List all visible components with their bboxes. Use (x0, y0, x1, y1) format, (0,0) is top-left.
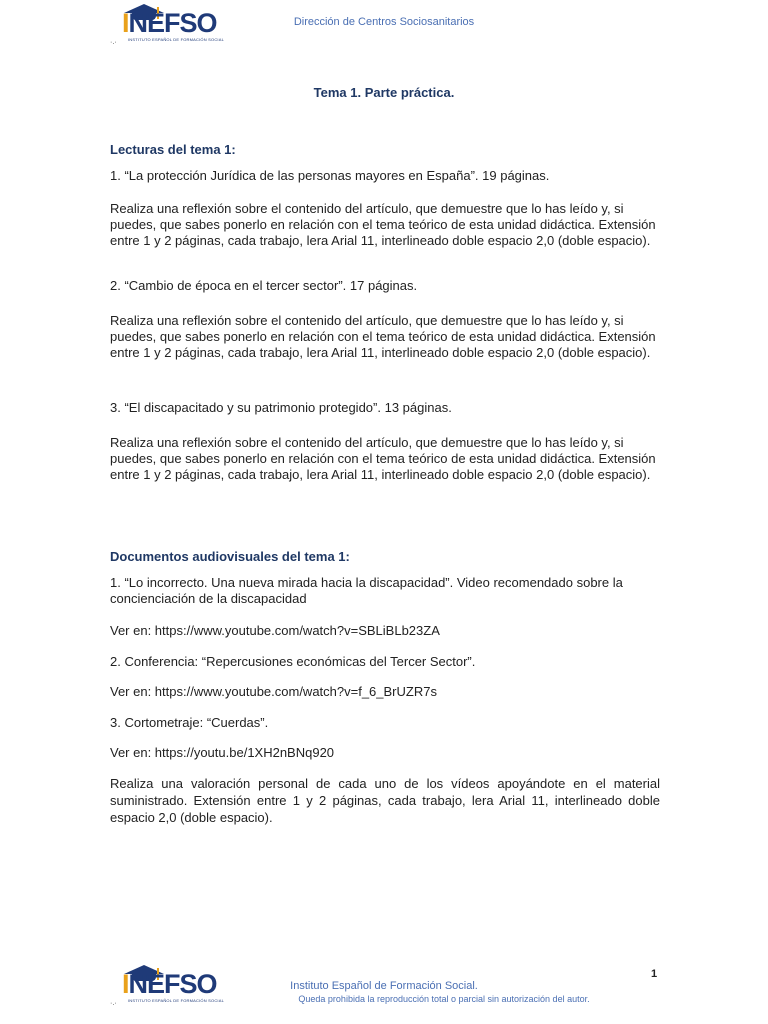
av-3-link: Ver en: https://youtu.be/1XH2nBNq920 (110, 745, 335, 760)
av-1-title: 1. “Lo incorrecto. Una nueva mirada hacia la discapacidad”. Video recomendado sobre la concienciación de la discapacidad (110, 575, 623, 606)
page-number: 1 (651, 968, 658, 980)
reading-1-text: Realiza una reflexión sobre el contenido del artículo, que demuestre que lo has leído y, si puedes, que sabes ponerlo en relación con el tema teórico de esta unidad didáctica. Extensión entre 1 y 2 páginas, cada trabajo, lera Arial 11, interlineado doble espacio 2,0 (doble espacio). (110, 201, 656, 248)
inefso-logo: INEFSO INSTITUTO ESPAÑOL DE FORMACIÓN SOCIAL ·.· (110, 2, 225, 46)
reading-2-title: 2. “Cambio de época en el tercer sector”. 17 páginas. (110, 278, 418, 293)
header-title: Dirección de Centros Sociosanitarios (293, 16, 475, 28)
footer-institute: Instituto Español de Formación Social. (290, 980, 478, 992)
av-1-link: Ver en: https://www.youtube.com/watch?v=SBLiBLb23ZA (110, 623, 440, 638)
reading-3-title: 3. “El discapacitado y su patrimonio protegido”. 13 páginas. (110, 400, 452, 415)
audiovisual-title: Documentos audiovisuales del tema 1: (110, 549, 350, 564)
inefso-footer-logo: INEFSO INSTITUTO ESPAÑOL DE FORMACIÓN SOCIAL ·.· (110, 963, 225, 1007)
av-3-title: 3. Cortometraje: “Cuerdas”. (110, 715, 269, 730)
reading-3-text: Realiza una reflexión sobre el contenido del artículo, que demuestre que lo has leído y, si puedes, que sabes ponerlo en relación con el tema teórico de esta unidad didáctica. Extensión entre 1 y 2 páginas, cada trabajo, lera Arial 11, interlineado doble espacio 2,0 (doble espacio). (110, 435, 656, 482)
readings-title: Lecturas del tema 1: (110, 142, 236, 157)
page-heading: Tema 1. Parte práctica. (313, 85, 455, 100)
av-2-link: Ver en: https://www.youtube.com/watch?v=f_6_BrUZR7s (110, 684, 437, 699)
av-2-title: 2. Conferencia: “Repercusiones económicas del Tercer Sector”. (110, 654, 476, 669)
av-instructions: Realiza una valoración personal de cada uno de los vídeos apoyándote en el material suministrado. Extensión entre 1 y 2 páginas, cada trabajo, lera Arial 11, interlineado doble espacio 2,0 (doble espacio). (110, 776, 660, 825)
footer-copyright: Queda prohibida la reproducción total o parcial sin autorización del autor. (298, 994, 590, 1004)
reading-1-title: 1. “La protección Jurídica de las personas mayores en España”. 19 páginas. (110, 168, 550, 183)
reading-2-text: Realiza una reflexión sobre el contenido del artículo, que demuestre que lo has leído y, si puedes, que sabes ponerlo en relación con el tema teórico de esta unidad didáctica. Extensión entre 1 y 2 páginas, cada trabajo, lera Arial 11, interlineado doble espacio 2,0 (doble espacio). (110, 313, 656, 360)
